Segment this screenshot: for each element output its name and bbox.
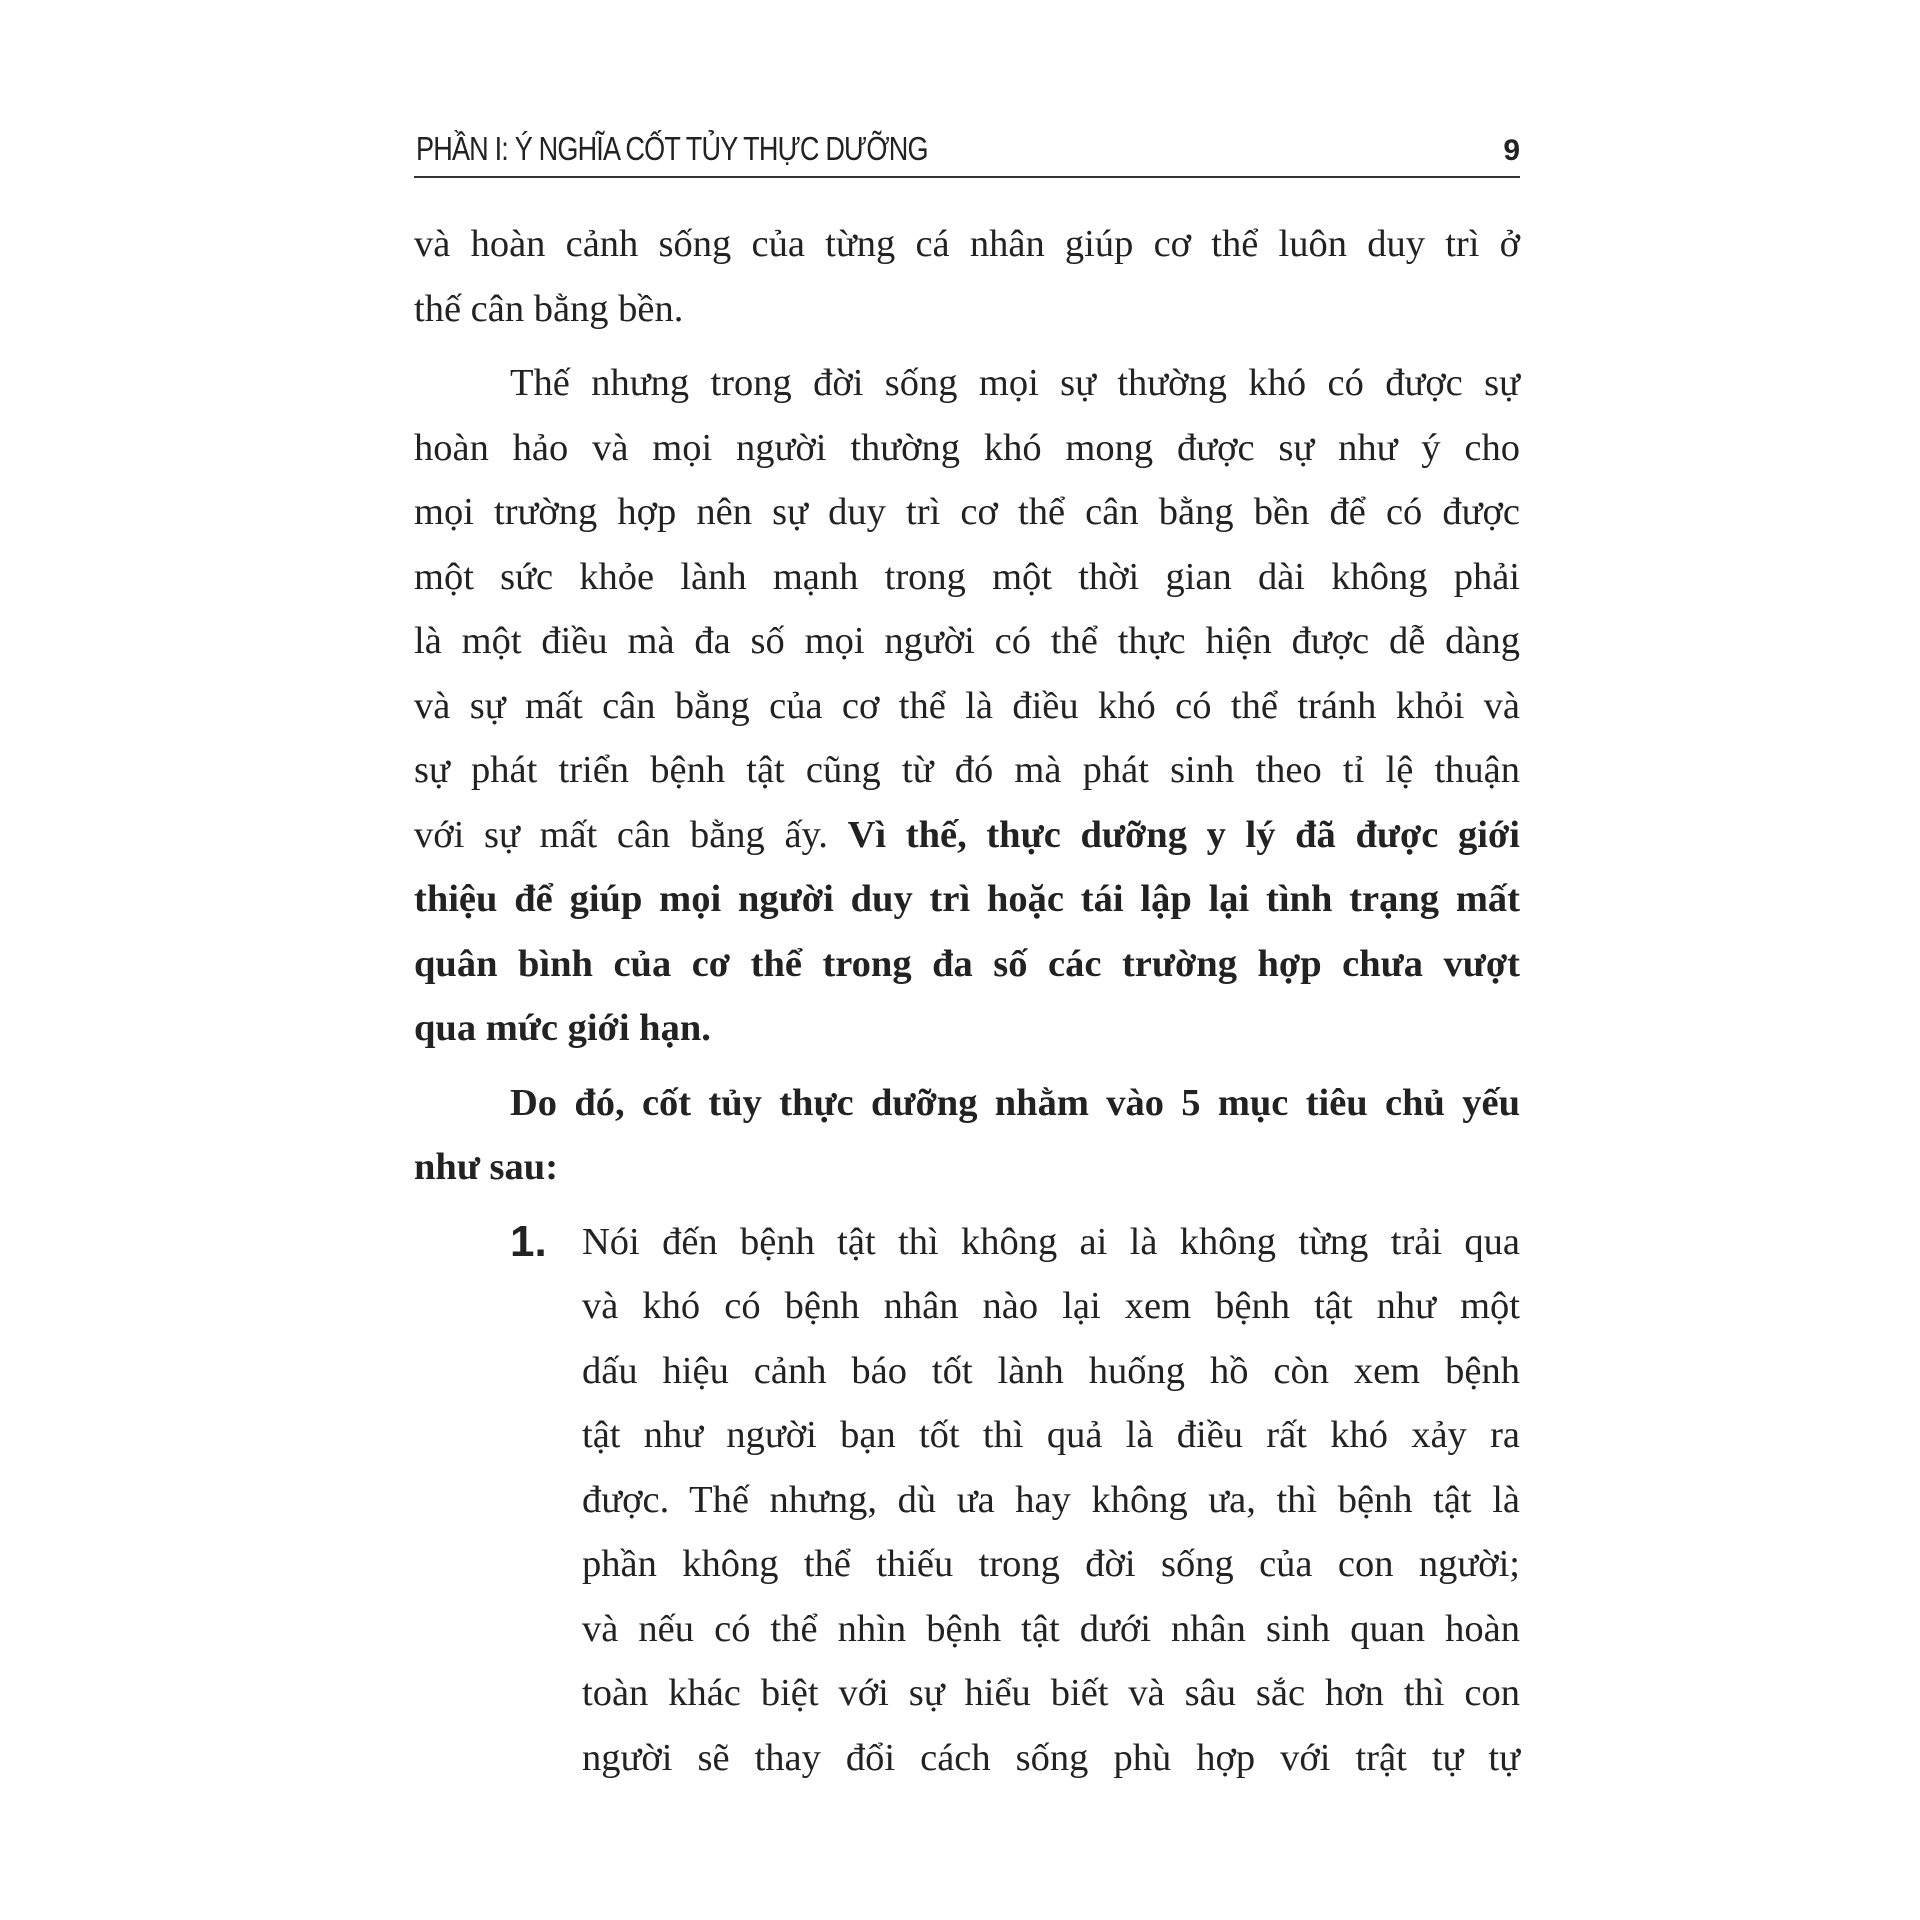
text-line: Nói đến bệnh tật thì không ai là không từng trải qua: [582, 1220, 1520, 1263]
text-line: thế cân bằng bền.: [414, 287, 684, 330]
text-line: và khó có bệnh nhân nào lại xem bệnh tật như một: [582, 1285, 1520, 1327]
running-header: [414, 124, 1520, 178]
paragraph-2: [414, 351, 1520, 1061]
text-line: sự phát triển bệnh tật cũng từ đó mà phát sinh theo tỉ lệ thuận: [414, 749, 1520, 791]
text-line-mixed: [414, 803, 1520, 868]
text-line: là một điều mà đa số mọi người có thể thực hiện được dễ dàng: [414, 620, 1520, 662]
text-line: người sẽ thay đổi cách sống phù hợp với trật tự tự: [582, 1736, 1520, 1779]
paragraph-3: [414, 1071, 1520, 1200]
text-line: được. Thế nhưng, dù ưa hay không ưa, thì bệnh tật là: [582, 1478, 1520, 1521]
text-line: một sức khỏe lành mạnh trong một thời gian dài không phải: [414, 555, 1520, 598]
text-line: và nếu có thể nhìn bệnh tật dưới nhân sinh quan hoàn: [582, 1607, 1520, 1650]
text-line: phần không thể thiếu trong đời sống của con người;: [582, 1543, 1520, 1585]
text-line: toàn khác biệt với sự hiểu biết và sâu sắc hơn thì con: [582, 1672, 1520, 1714]
text-bold-run: Vì thế, thực dưỡng y lý đã được giới: [847, 813, 1520, 856]
text-line: và hoàn cảnh sống của từng cá nhân giúp cơ thể luôn duy trì ở: [414, 223, 1520, 265]
list-number: 1.: [510, 1216, 547, 1266]
text-normal-run: với sự mất cân bằng ấy.: [414, 813, 848, 856]
text-line: hoàn hảo và mọi người thường khó mong được sự như ý cho: [414, 426, 1520, 469]
text-line: tật như người bạn tốt thì quả là điều rất khó xảy ra: [582, 1414, 1520, 1456]
text-line-bold: quân bình của cơ thể trong đa số các trường hợp chưa vượt: [414, 942, 1520, 985]
text-line: dấu hiệu cảnh báo tốt lành huống hồ còn xem bệnh: [582, 1349, 1520, 1392]
running-title: PHẦN I: Ý NGHĨA CỐT TỦY THỰC DƯỠNG: [416, 130, 928, 167]
text-line: và sự mất cân bằng của cơ thể là điều khó có thể tránh khỏi và: [414, 684, 1520, 727]
text-line-bold: như sau:: [414, 1146, 559, 1188]
list-item: [414, 1210, 1520, 1791]
text-line-bold: Do đó, cốt tủy thực dưỡng nhằm vào 5 mục tiêu chủ yếu: [510, 1081, 1520, 1124]
text-line: mọi trường hợp nên sự duy trì cơ thể cân bằng bền để có được: [414, 491, 1520, 533]
body-text: [414, 212, 1520, 1790]
text-line-bold: thiệu để giúp mọi người duy trì hoặc tái lập lại tình trạng mất: [414, 878, 1520, 920]
page-number: 9: [1503, 134, 1520, 167]
paragraph-1: [414, 212, 1520, 341]
text-line-bold: qua mức giới hạn.: [414, 1007, 711, 1049]
text-line: Thế nhưng trong đời sống mọi sự thường khó có được sự: [510, 362, 1520, 404]
